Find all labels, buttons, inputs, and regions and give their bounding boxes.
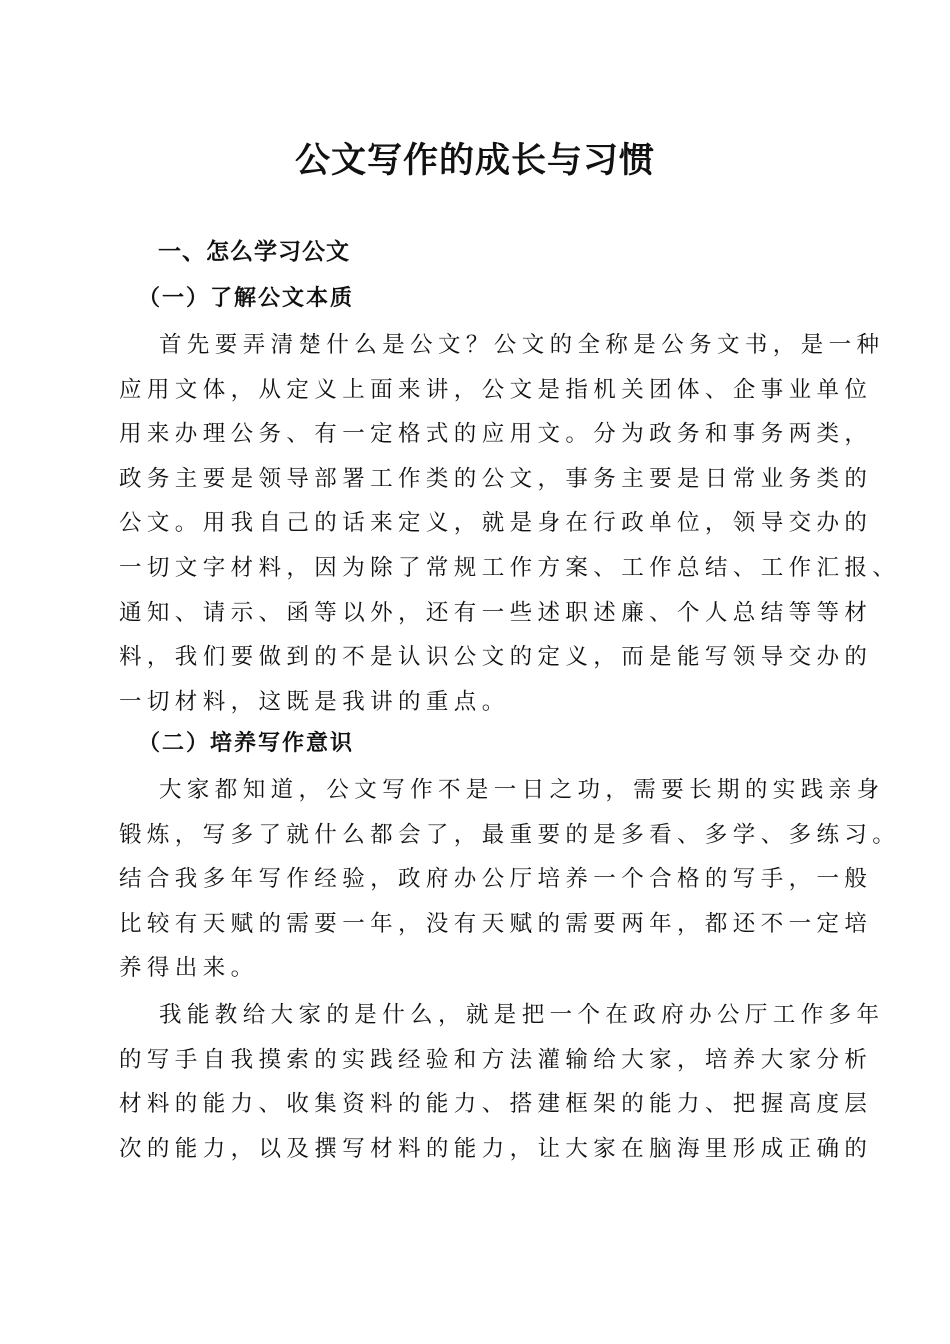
paragraph-line: 公文。用我自己的话来定义，就是身在行政单位，领导交办的	[119, 510, 873, 537]
paragraph-line: 比较有天赋的需要一年，没有天赋的需要两年，都还不一定培	[119, 910, 873, 937]
paragraph-line: 大家都知道，公文写作不是一日之功，需要长期的实践亲身	[159, 777, 885, 803]
paragraph-line: 材料的能力、收集资料的能力、搭建框架的能力、把握高度层	[119, 1091, 873, 1118]
subsection-heading-writing-awareness: （二）培养写作意识	[138, 730, 355, 756]
paragraph-understand-nature	[119, 323, 901, 724]
paragraph-line: 料，我们要做到的不是认识公文的定义，而是能写领导交办的	[119, 644, 873, 671]
paragraph-line: 政务主要是领导部署工作类的公文，事务主要是日常业务类的	[119, 465, 873, 492]
paragraph-writing-awareness-1	[119, 768, 901, 991]
paragraph-line: 养得出来。	[119, 955, 259, 982]
paragraph-line: 一切文字材料，因为除了常规工作方案、工作总结、工作汇报、	[119, 554, 901, 581]
paragraph-line: 我能教给大家的是什么，就是把一个在政府办公厅工作多年	[159, 1002, 885, 1028]
paragraph-writing-awareness-2	[119, 993, 885, 1171]
paragraph-line: 用来办理公务、有一定格式的应用文。分为政务和事务两类，	[119, 421, 873, 448]
paragraph-line: 通知、请示、函等以外，还有一些述职述廉、个人总结等等材	[119, 599, 873, 626]
paragraph-line: 一切材料，这既是我讲的重点。	[119, 688, 510, 715]
paragraph-line: 的写手自我摸索的实践经验和方法灌输给大家，培养大家分析	[119, 1046, 873, 1073]
paragraph-line: 结合我多年写作经验，政府办公厅培养一个合格的写手，一般	[119, 866, 873, 893]
document-title: 公文写作的成长与习惯	[294, 140, 655, 181]
section-heading-how-to-learn: 一、怎么学习公文	[158, 239, 350, 265]
paragraph-line: 应用文体，从定义上面来讲，公文是指机关团体、企事业单位	[119, 376, 873, 403]
paragraph-line: 锻炼，写多了就什么都会了，最重要的是多看、多学、多练习。	[119, 821, 901, 848]
subsection-heading-understand-nature: （一）了解公文本质	[138, 285, 355, 311]
paragraph-line: 次的能力，以及撰写材料的能力，让大家在脑海里形成正确的	[119, 1135, 873, 1162]
paragraph-line: 首先要弄清楚什么是公文？公文的全称是公务文书，是一种	[159, 332, 885, 358]
